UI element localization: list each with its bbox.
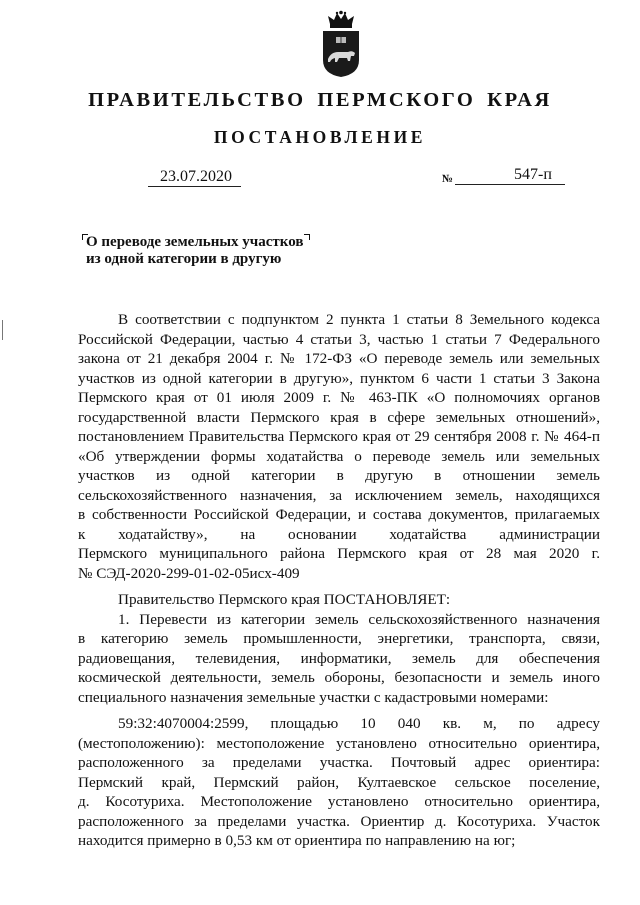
- text-line: в категорию земель промышленности, энергетики, транспорта, связи,: [78, 630, 600, 647]
- text-line: закона от 21 декабря 2004 г. № 172-ФЗ «О переводе земель или земельных: [78, 350, 600, 367]
- text-line: сельскохозяйственного назначения, за исключением земель, находящихся: [78, 486, 600, 504]
- text-line: «Об утверждении формы ходатайства о переводе земель или земельных: [78, 447, 600, 465]
- text-line: радиовещания, телевидения, информатики, земель для обеспечения: [78, 649, 600, 667]
- text-line: к ходатайству», на основании ходатайства администрации: [78, 525, 600, 543]
- document-date: 23.07.2020: [160, 168, 232, 185]
- paragraph-legal-basis: [78, 310, 600, 583]
- text-line: участков из одной категории в другую в отношении земель: [78, 467, 600, 484]
- paragraph-resolves: [78, 590, 600, 610]
- text-line: Пермский край, Пермский район, Култаевское сельское поселение,: [78, 773, 600, 791]
- text-line: 59:32:4070004:2599, площадью 10 040 кв. м, по адресу: [118, 715, 600, 732]
- text-line: В соответствии с подпунктом 2 пункта 1 статьи 8 Земельного кодекса: [118, 311, 600, 328]
- number-sign: №: [442, 173, 454, 185]
- text-line: Правительство Пермского края ПОСТАНОВЛЯЕТ:: [118, 591, 451, 608]
- text-line: участков из одной категории в другую», пунктом 6 части 1 статьи 3 Закона: [78, 369, 600, 387]
- text-line: расположенного за пределами участка. Ориентир д. Косотуриха. Участок: [78, 812, 600, 830]
- text-line: космической деятельности, земель обороны, безопасности и земель иного: [78, 669, 600, 686]
- subject-line: О переводе земельных участков: [86, 234, 304, 250]
- text-line: постановлением Правительства Пермского края от 29 сентября 2008 г. № 464-п: [78, 428, 600, 445]
- crown-icon: [328, 11, 354, 28]
- text-line: д. Косотуриха. Местоположение установлено относительно ориентира,: [78, 793, 600, 810]
- text-line: Пермского муниципального района Пермского края от 28 мая 2020 г.: [78, 545, 600, 562]
- text-line: находится примерно в 0,53 км от ориентира по направлению на юг;: [78, 832, 516, 849]
- text-line: в собственности Российской Федерации, и состава документов, прилагаемых: [78, 506, 600, 523]
- text-line: государственной власти Пермского края в сфере земельных отношений»,: [78, 408, 600, 426]
- document-type-title: ПОСТАНОВЛЕНИЕ: [213, 127, 427, 147]
- text-line: 1. Перевести из категории земель сельскохозяйственного назначения: [118, 610, 600, 628]
- text-line: № СЭД-2020-299-01-02-05исх-409: [78, 564, 300, 582]
- text-line: Пермского края от 01 июля 2009 г. № 463-ПК «О полномочиях органов: [78, 389, 600, 406]
- number-underline: [455, 184, 565, 185]
- subject-line: из одной категории в другую: [86, 251, 282, 267]
- margin-mark: [2, 320, 3, 340]
- document-number: 547-п: [514, 166, 552, 183]
- text-line: (местоположению): местоположение установлено относительно ориентира,: [78, 734, 600, 752]
- subject-corner-mark-right: [304, 234, 310, 240]
- paragraph-item-1: [78, 610, 600, 708]
- text-line: Российской Федерации, частью 4 статьи 3, частью 1 статьи 7 Федерального: [78, 330, 600, 348]
- paragraph-parcel-1: [78, 714, 600, 851]
- text-line: расположенного за пределами участка. Почтовый адрес ориентира:: [78, 754, 600, 771]
- document-body: [78, 310, 600, 851]
- coat-of-arms-emblem: [319, 10, 363, 78]
- date-underline: [148, 186, 241, 187]
- document-subject: [86, 234, 303, 268]
- text-line: специального назначения земельные участки с кадастровыми номерами:: [78, 688, 549, 706]
- government-title: ПРАВИТЕЛЬСТВО ПЕРМСКОГО КРАЯ: [88, 89, 552, 111]
